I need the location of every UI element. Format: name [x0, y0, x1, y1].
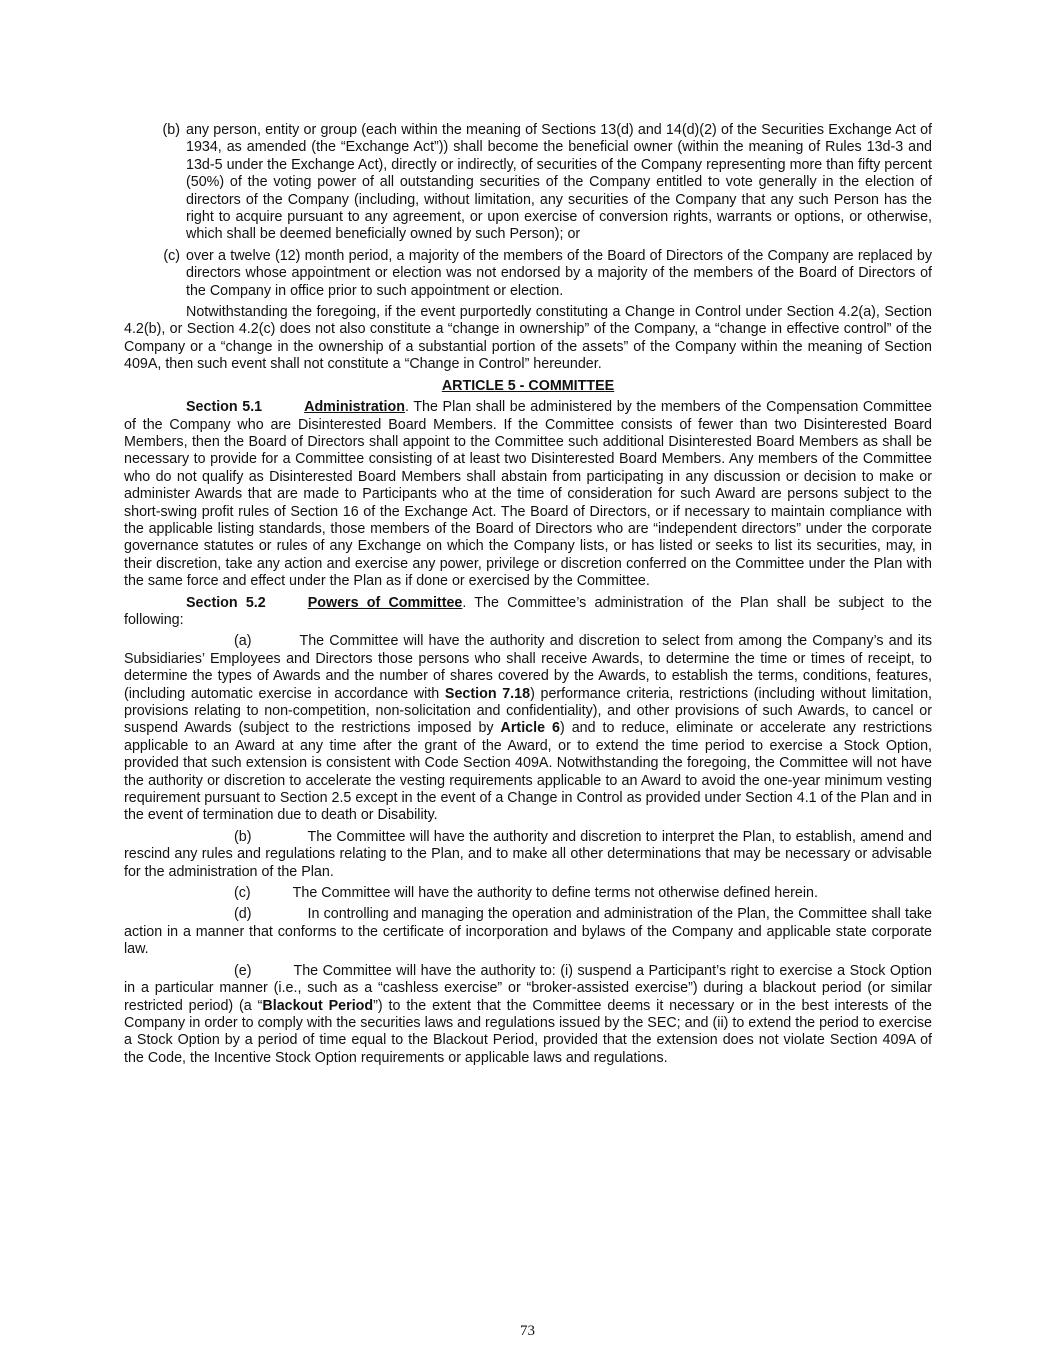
page-number: 73 [520, 1323, 535, 1339]
power-label: (a) [234, 633, 252, 650]
clause-text: any person, entity or group (each within the meaning of Sections 13(d) and 14(d)(2) of the Securities Exchange Act of 1934, as amended (the “Exchange Act”)) shall become the beneficial owner (within the meaning of Rules 13d-3 and 13d-5 under the Exchange Act), directly or indirectly, of securities of the Company representing more than fifty percent (50%) of the voting power of all outstanding securities of the Company entitled to vote generally in the election of directors of the Company (including, without limitation, any securities of the Company that any such Person has the right to acquire pursuant to any agreement, or upon exercise of conversion rights, warrants or options, or otherwise, which shall be deemed beneficially owned by such Person); or [186, 122, 932, 243]
section-number: Section 5.1 [186, 399, 263, 416]
power-label: (e) [234, 962, 252, 979]
power-bold-ref: Article 6 [500, 720, 560, 737]
power-text: The Committee will have the authority and discretion to select from among the Company’s and its Subsidiaries’ Employees and Directors those persons who shall receive Awards, to determine the time or times of receipt, to determine the types of Awards and the number of shares covered by the Awards, to establish the terms, conditions, features, (including automatic exercise in accordance with [124, 633, 932, 702]
clause-label: (b) [162, 122, 180, 138]
section-5-1-paragraph [124, 399, 932, 590]
notwithstanding-paragraph: Notwithstanding the foregoing, if the event purportedly constituting a Change in Control under Section 4.2(a), Section 4.2(b), or Section 4.2(c) does not also constitute a “change in ownership” of the Company, a “change in effective control” of the Company or a “change in the ownership of a substantial portion of the assets” of the Company within the meaning of Section 409A, then such event shall not constitute a “Change in Control” hereunder. [124, 304, 932, 373]
power-b-paragraph [124, 829, 932, 881]
clause-c [124, 248, 932, 300]
power-text: ”) to the extent that the Committee deems it necessary or in the best interests of the Company in order to comply with the securities laws and regulations issued by the SEC; and (ii) to extend the period to exercise a Stock Option by a period of time equal to the Blackout Period, provided that the extension does not violate Section 409A of the Code, the Incentive Stock Option requirements or applicable laws and regulations. [124, 997, 933, 1066]
clause-b [124, 122, 932, 244]
power-text: ) and to reduce, eliminate or accelerate any restrictions applicable to an Award at any time after the grant of the Award, or to extend the time period to exercise a Stock Option, provided that such extension is consistent with Code Section 409A. Notwithstanding the foregoing, the Committee will not have the authority or discretion to accelerate the vesting requirements applicable to an Award to avoid the one-year minimum vesting requirement pursuant to Section 2.5 except in the event of a Change in Control as provided under Section 4.1 of the Plan and in the event of termination due to death or Disability. [124, 720, 933, 824]
document-page [124, 122, 932, 1071]
power-label: (b) [234, 828, 252, 845]
power-text: In controlling and managing the operation and administration of the Plan, the Committee shall take action in a manner that conforms to the certificate of incorporation and bylaws of the Company and applicable state corporate law. [124, 906, 932, 958]
section-text: . The Plan shall be administered by the members of the Compensation Committee of the Company who are Disinterested Board Members. If the Committee consists of fewer than two Disinterested Board Members, then the Board of Directors shall appoint to the Committee such additional Disinterested Board Members as shall be necessary to provide for a Committee consisting of at least two Disinterested Board Members. Any members of the Committee who do not qualify as Disinterested Board Members shall abstain from participating in any discussion or decision to make or administer Awards that are made to Participants who at the time of consideration for such Award are persons subject to the short-swing profit rules of Section 16 of the Exchange Act. The Board of Directors, or if necessary to maintain compliance with the applicable listing standards, those members of the Board of Directors who are “independent directors” under the corporate governance statutes or rules of any Exchange on which the Company lists, or has listed or seeks to list its securities, may, in their discretion, take any action and exercise any power, privilege or discretion conferred on the Committee under the Plan with the same force and effect under the Plan as if done or exercised by the Committee. [124, 399, 932, 590]
clause-label: (c) [163, 247, 180, 264]
power-a-paragraph [124, 633, 932, 824]
section-title: Administration [304, 399, 405, 416]
power-text: ) performance criteria, restrictions (including without limitation, provisions relating to non-competition, non-solicitation and confidentiality), and other provisions of such Awards, to cancel or suspend Awards (subject to the restrictions imposed by [124, 685, 932, 737]
clause-text: over a twelve (12) month period, a majority of the members of the Board of Directors of the Company are replaced by directors whose appointment or election was not endorsed by a majority of the members of the Board of Directors of the Company in office prior to such appointment or election. [186, 247, 932, 299]
power-text: The Committee will have the authority to: (i) suspend a Participant’s right to exercise a Stock Option in a particular manner (i.e., such as a “cashless exercise” or “broker-assisted exercise”) during a blackout period (or similar restricted period) (a “ [124, 962, 932, 1014]
section-5-2-paragraph [124, 595, 932, 630]
section-number: Section 5.2 [186, 594, 266, 611]
power-text: The Committee will have the authority to define terms not otherwise defined herein. [292, 885, 818, 902]
blackout-period-term: Blackout Period [262, 997, 374, 1014]
power-c-paragraph [124, 885, 932, 902]
section-title: Powers of Committee [307, 594, 463, 611]
section-text: . The Committee’s administration of the Plan shall be subject to the following: [124, 594, 932, 628]
power-e-paragraph [124, 963, 932, 1067]
power-d-paragraph [124, 906, 932, 958]
article-heading: ARTICLE 5 - COMMITTEE [441, 377, 615, 394]
power-label: (c) [234, 885, 251, 902]
power-label: (d) [234, 906, 252, 923]
power-text: The Committee will have the authority and discretion to interpret the Plan, to establish, amend and rescind any rules and regulations relating to the Plan, and to make all other determinations that may be necessary or advisable for the administration of the Plan. [124, 828, 932, 880]
power-bold-ref: Section 7.18 [444, 685, 531, 702]
